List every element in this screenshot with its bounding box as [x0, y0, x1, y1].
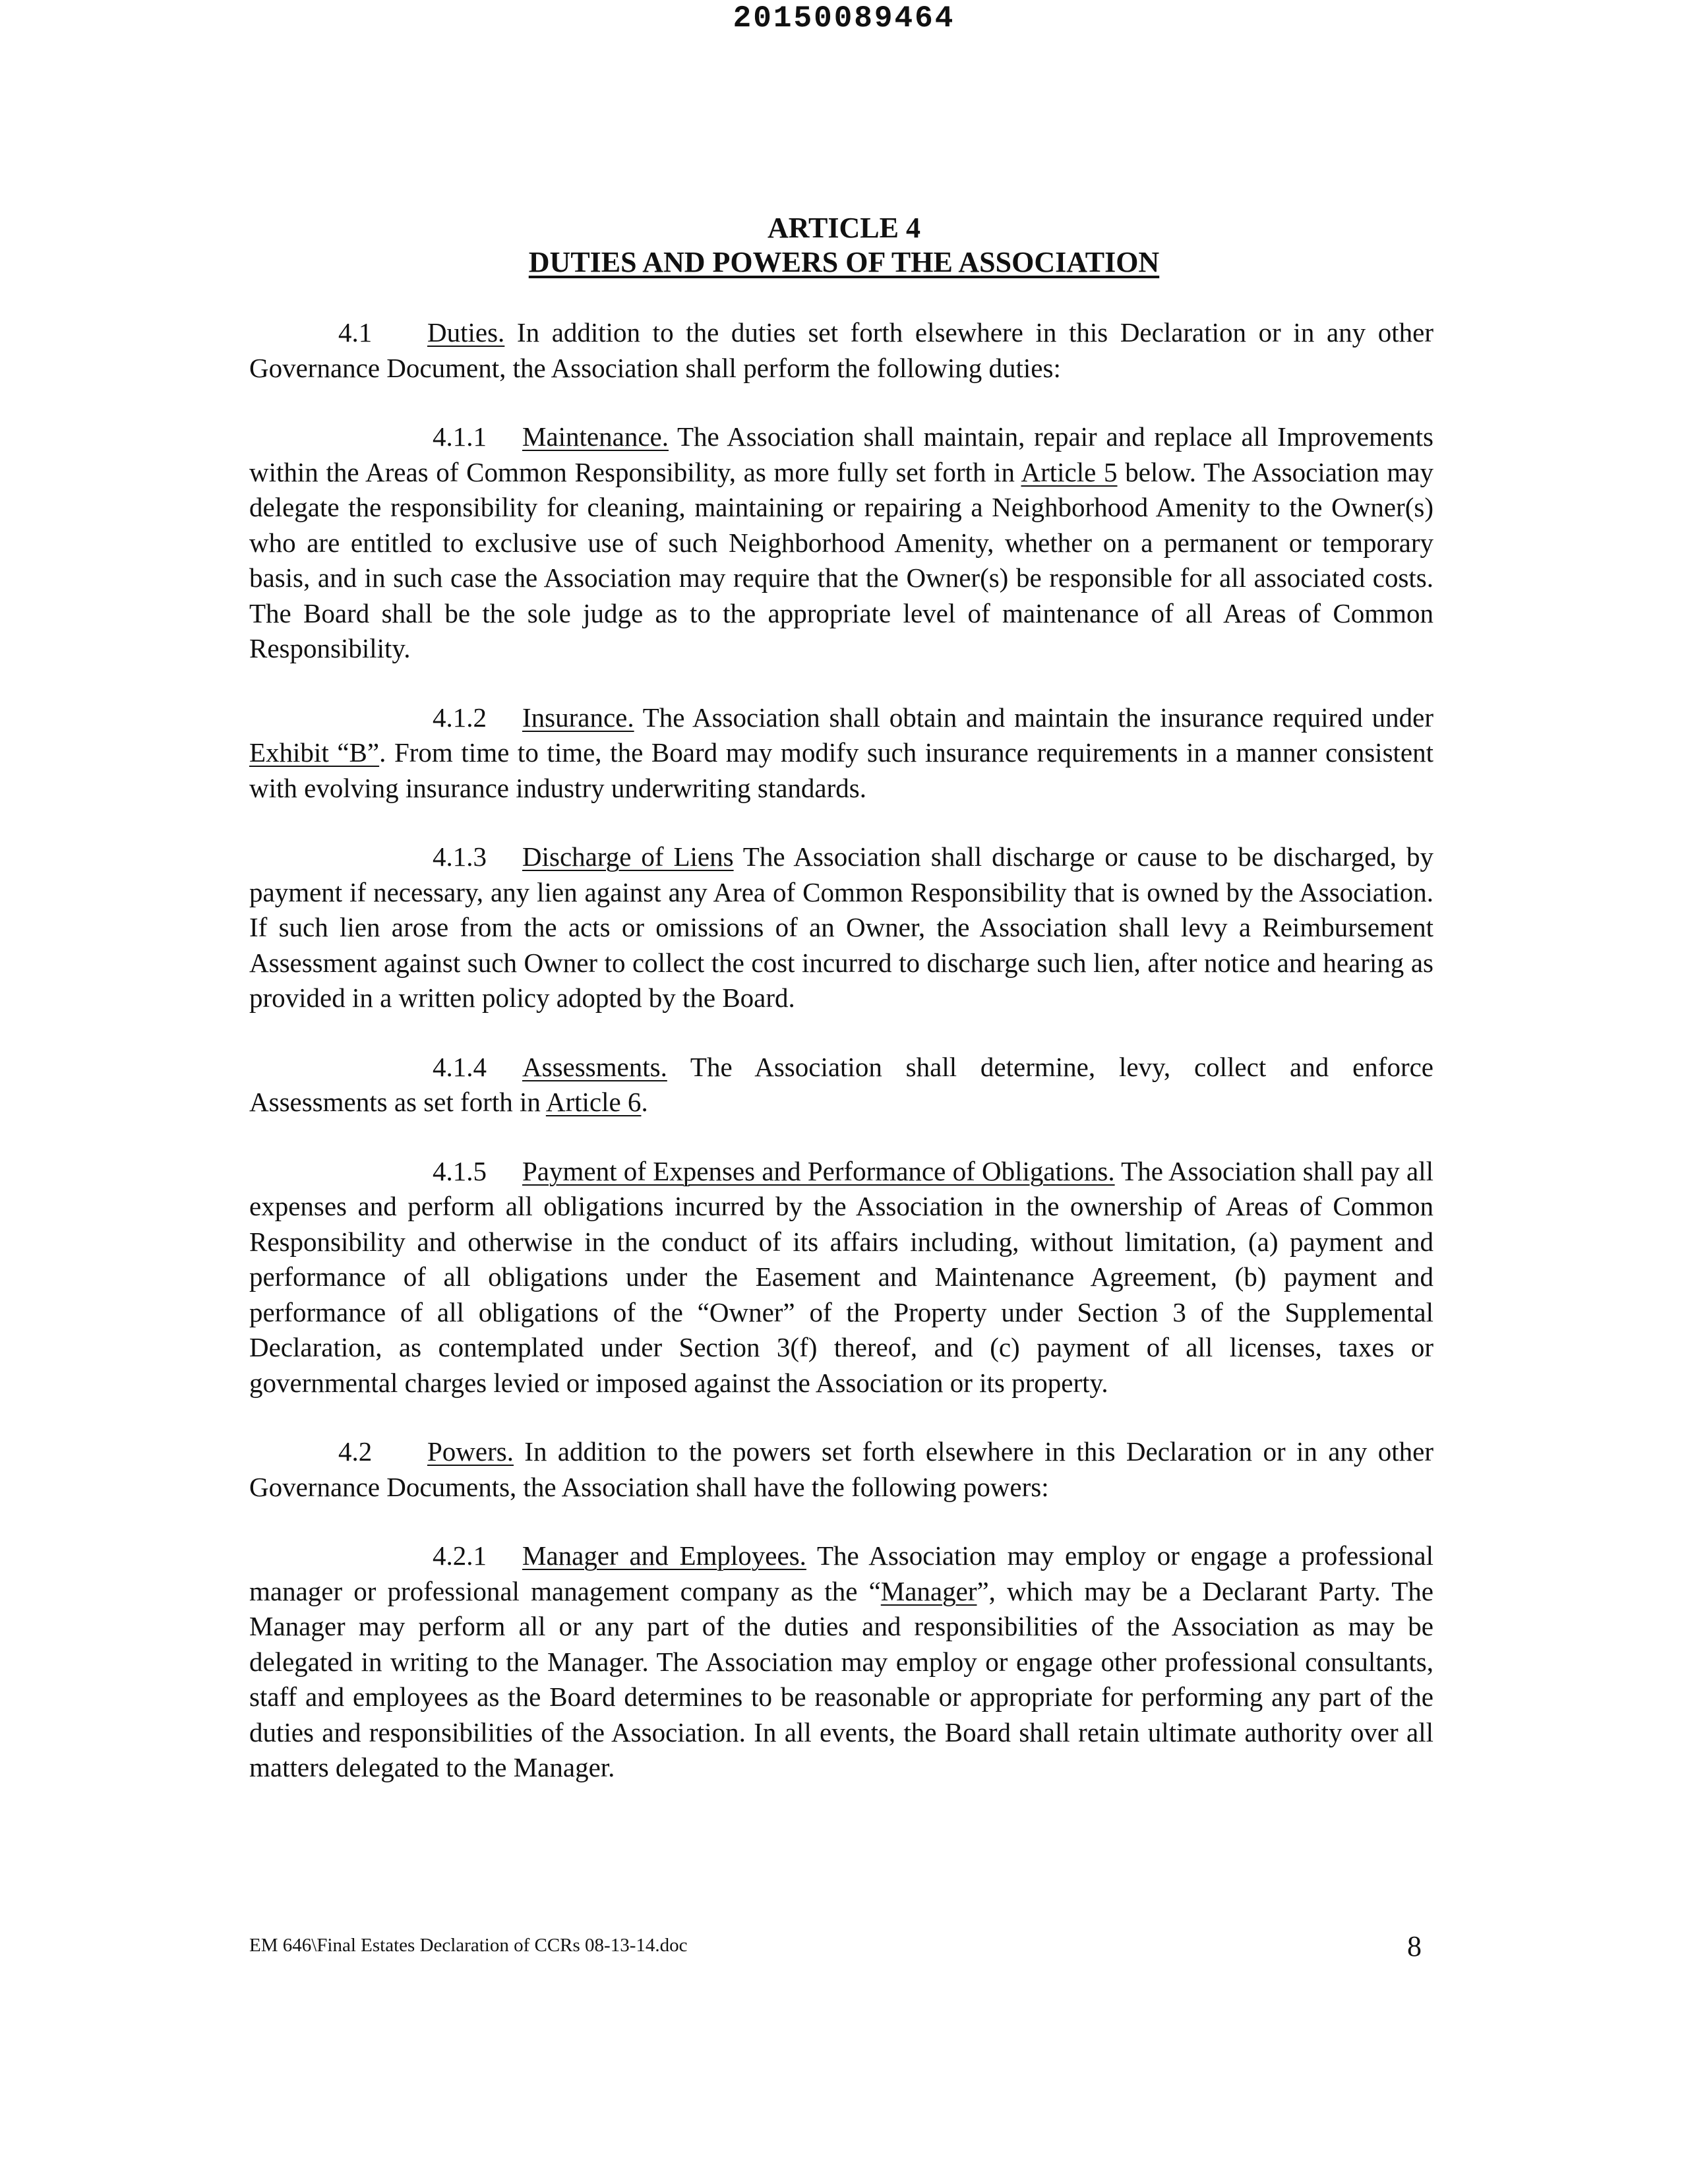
footer-file-path: EM 646\Final Estates Declaration of CCRs 08-13-14.doc [249, 1935, 688, 1956]
defined-term: Manager [880, 1575, 977, 1606]
section-heading: Payment of Expenses and Performance of Obligations. [522, 1155, 1115, 1186]
section-4-1-1 [249, 419, 1433, 667]
section-text: The Association shall obtain and maintain the insurance required under [634, 702, 1433, 733]
article-number: ARTICLE 4 [768, 212, 920, 244]
section-4-2-1 [249, 1538, 1433, 1786]
cross-reference: Article 5 [1021, 456, 1118, 487]
section-text: In addition to the powers set forth elsewhere in this Declaration or in any other Governance Documents, the Association shall have the following powers: [249, 1436, 1433, 1502]
section-4-1-3 [249, 839, 1433, 1016]
section-heading: Discharge of Liens [522, 841, 734, 872]
document-body [249, 315, 1433, 1819]
section-text: The Association shall discharge or cause to be discharged, by payment if necessary, any lien against any Area of Common Responsibility that is owned by the Association. If such lien arose from the acts or omissions of an Owner, the Association shall levy a Reimbursement Assessment against such Owner to collect the cost incurred to discharge such lien, after notice and hearing as provided in a written policy adopted by the Board. [249, 841, 1433, 1013]
section-number: 4.1.3 [433, 841, 487, 872]
section-number: 4.1.4 [433, 1051, 487, 1082]
section-text: below. The Association may delegate the responsibility for cleaning, maintaining or repairing a Neighborhood Amenity to the Owner(s) who are entitled to exclusive use of such Neighborhood Amenity, whether on a permanent or temporary basis, and in such case the Association may require that the Owner(s) be responsible for all associated costs. The Board shall be the sole judge as to the appropriate level of maintenance of all Areas of Common Responsibility. [249, 456, 1433, 663]
section-number: 4.1.1 [433, 421, 487, 452]
section-text: . From time to time, the Board may modify such insurance requirements in a manner consistent with evolving insurance industry underwriting standards. [249, 737, 1433, 803]
section-4-2 [249, 1434, 1433, 1505]
section-number: 4.1.5 [433, 1155, 487, 1186]
cross-reference: Exhibit “B” [249, 737, 380, 768]
section-4-1-5 [249, 1154, 1433, 1401]
section-text: The Association shall pay all expenses and perform all obligations incurred by the Association in the ownership of Areas of Common Responsibility and otherwise in the conduct of its affairs including, without limitation, (a) payment and performance of all obligations under the Easement and Maintenance Agreement, (b) payment and performance of all obligations of the “Owner” of the Property under Section 3 of the Supplemental Declaration, as contemplated under Section 3(f) thereof, and (c) payment of all licenses, taxes or governmental charges levied or imposed against the Association or its property. [249, 1155, 1433, 1398]
section-heading: Assessments. [522, 1051, 667, 1082]
section-heading: Insurance. [522, 702, 634, 733]
article-title-text: DUTIES AND POWERS OF THE ASSOCIATION [528, 246, 1160, 278]
section-4-1-2 [249, 700, 1433, 806]
section-text: The Association shall maintain, repair and replace all Improvements within the Areas of Common Responsibility, as more fully set forth in [249, 421, 1433, 487]
section-heading: Powers. [427, 1436, 514, 1467]
section-number: 4.1.2 [433, 702, 487, 733]
section-text: . [641, 1087, 648, 1117]
section-heading: Duties. [427, 317, 505, 348]
page-number: 8 [1407, 1930, 1422, 1962]
section-text: In addition to the duties set forth elsewhere in this Declaration or in any other Governance Document, the Association shall perform the following duties: [249, 317, 1433, 383]
section-heading: Maintenance. [522, 421, 669, 452]
cross-reference: Article 6 [545, 1087, 642, 1117]
section-text: ”, which may be a Declarant Party. The Manager may perform all or any part of the duties and responsibilities of the Association as may be delegated in writing to the Manager. The Association may employ or engage other professional consultants, staff and employees as the Board determines to be reasonable or appropriate for performing any part of the duties and responsibilities of the Association. In all events, the Board shall retain ultimate authority over all matters delegated to the Manager. [249, 1575, 1433, 1782]
section-4-1 [249, 315, 1433, 386]
section-4-1-4 [249, 1050, 1433, 1120]
section-number: 4.2 [338, 1436, 373, 1467]
section-number: 4.2.1 [433, 1540, 487, 1571]
article-title [0, 245, 1688, 279]
section-text: The Association shall determine, levy, collect and enforce Assessments as set forth in [249, 1051, 1433, 1117]
section-heading: Manager and Employees. [522, 1540, 806, 1571]
section-text: The Association may employ or engage a professional manager or professional management company as the “ [249, 1540, 1433, 1606]
document-number-stamp: 20150089464 [733, 1, 955, 36]
section-number: 4.1 [338, 317, 373, 348]
